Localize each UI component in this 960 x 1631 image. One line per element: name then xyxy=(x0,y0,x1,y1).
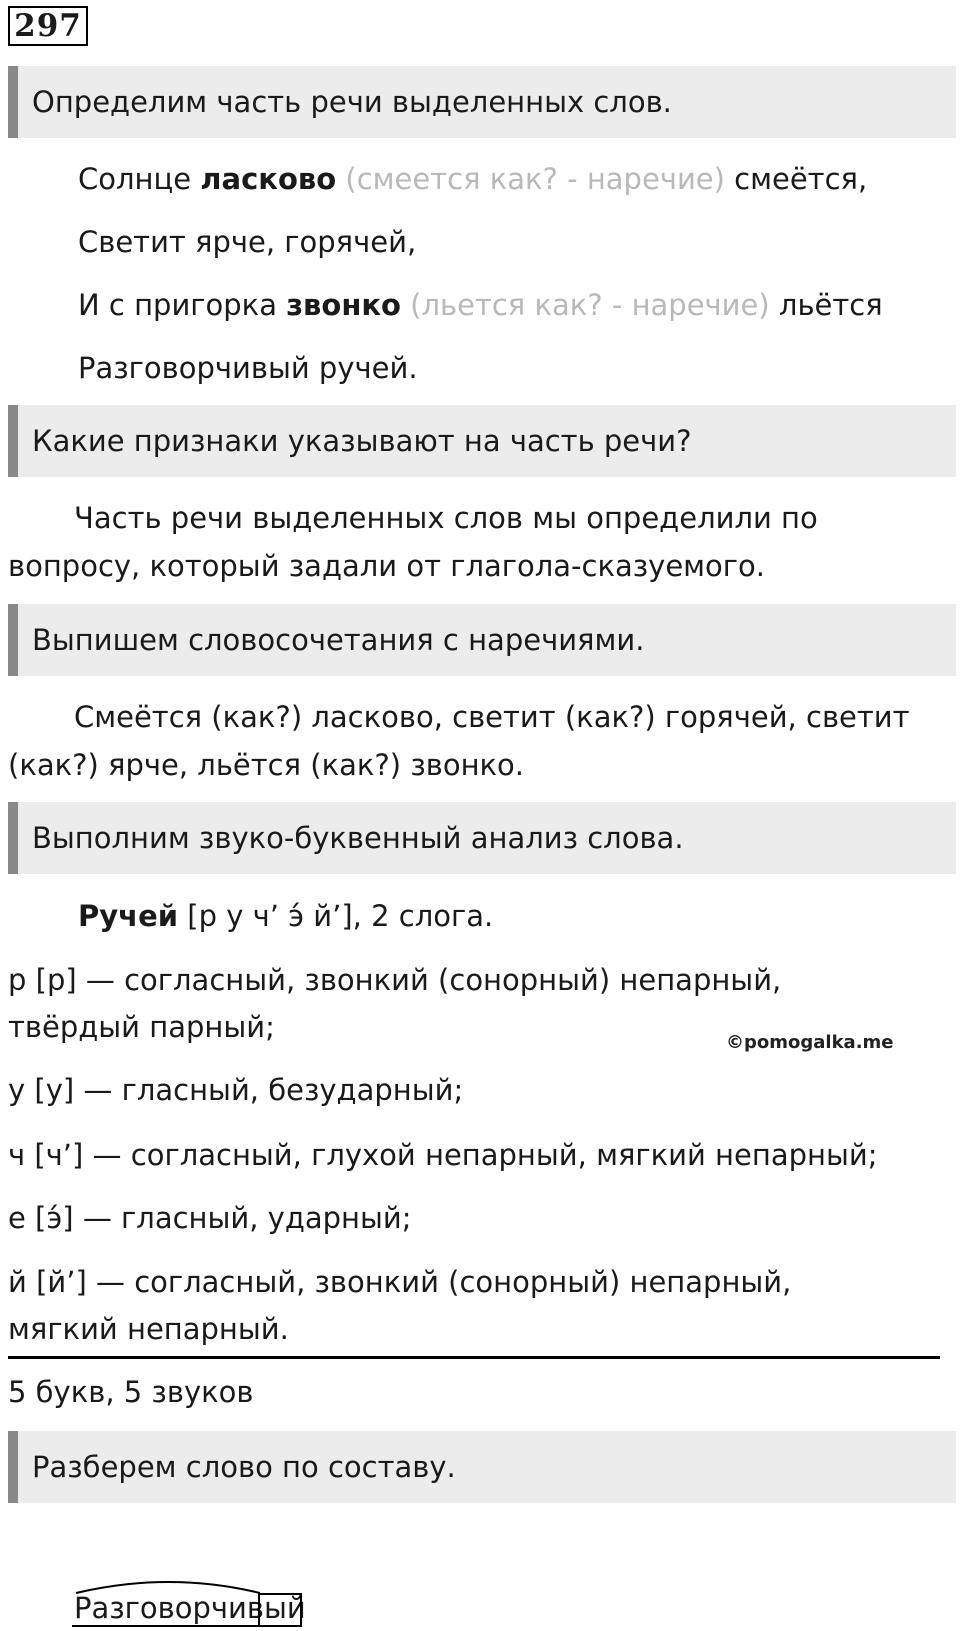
highlighted-word: звонко xyxy=(286,288,401,322)
section-heading-5 xyxy=(8,1431,956,1503)
poem-text: И с пригорка xyxy=(78,288,287,322)
poem-line-1 xyxy=(78,161,867,197)
letter-analysis-r-1: р [р] — согласный, звонкий (сонорный) непарный, xyxy=(8,963,782,997)
letter-analysis-y-2: мягкий непарный. xyxy=(8,1312,289,1346)
analyzed-word: Ручей xyxy=(78,899,179,933)
letter-analysis-y-1: й [й’] — согласный, звонкий (сонорный) непарный, xyxy=(8,1265,792,1299)
section-heading-2-text: Какие признаки указывают на часть речи? xyxy=(32,424,692,458)
poem-line-3 xyxy=(78,287,883,323)
letters-sounds-summary: 5 букв, 5 звуков xyxy=(8,1375,254,1409)
letter-analysis-u: у [у] — гласный, безударный; xyxy=(8,1073,464,1107)
watermark: ©pomogalka.me xyxy=(726,1032,894,1053)
letter-analysis-ch: ч [ч’] — согласный, глухой непарный, мягкий непарный; xyxy=(8,1138,878,1172)
paragraph-line: вопросу, который задали от глагола-сказуемого. xyxy=(8,549,765,583)
paragraph-line: Часть речи выделенных слов мы определили по xyxy=(74,501,818,535)
gray-note: (смеется как? - наречие) xyxy=(336,162,725,196)
paragraph-line: (как?) ярче, льётся (как?) звонко. xyxy=(8,748,525,782)
letter-analysis-r-2: твёрдый парный; xyxy=(8,1010,275,1044)
morpheme-root: Разговорчив xyxy=(74,1591,264,1625)
divider-line xyxy=(8,1356,940,1359)
section-heading-4-text: Выполним звуко-буквенный анализ слова. xyxy=(32,821,684,855)
morpheme-ending: ый xyxy=(263,1591,306,1625)
poem-line-4: Разговорчивый ручей. xyxy=(78,351,418,385)
section-heading-4 xyxy=(8,802,956,874)
poem-line-2: Светит ярче, горячей, xyxy=(78,225,417,259)
exercise-number: 297 xyxy=(8,6,88,46)
poem-text: смеётся, xyxy=(724,162,868,196)
section-heading-3 xyxy=(8,604,956,676)
transcription: [р у ч’ э́ й’], 2 слога. xyxy=(178,899,494,933)
highlighted-word: ласково xyxy=(200,162,337,196)
transcription-line xyxy=(78,898,493,934)
paragraph-line: Смеётся (как?) ласково, светит (как?) горячей, светит xyxy=(74,700,910,734)
ending-box-mark xyxy=(258,1593,302,1627)
section-heading-1-text: Определим часть речи выделенных слов. xyxy=(32,85,672,119)
word-base-mark xyxy=(72,1625,260,1627)
section-heading-5-text: Разберем слово по составу. xyxy=(32,1450,456,1484)
letter-analysis-e: е [э́] — гласный, ударный; xyxy=(8,1201,412,1235)
section-heading-1 xyxy=(8,66,956,138)
poem-text: льётся xyxy=(769,288,883,322)
section-heading-2 xyxy=(8,405,956,477)
section-heading-3-text: Выпишем словосочетания с наречиями. xyxy=(32,623,645,657)
gray-note: (льется как? - наречие) xyxy=(400,288,770,322)
poem-text: Солнце xyxy=(78,162,201,196)
